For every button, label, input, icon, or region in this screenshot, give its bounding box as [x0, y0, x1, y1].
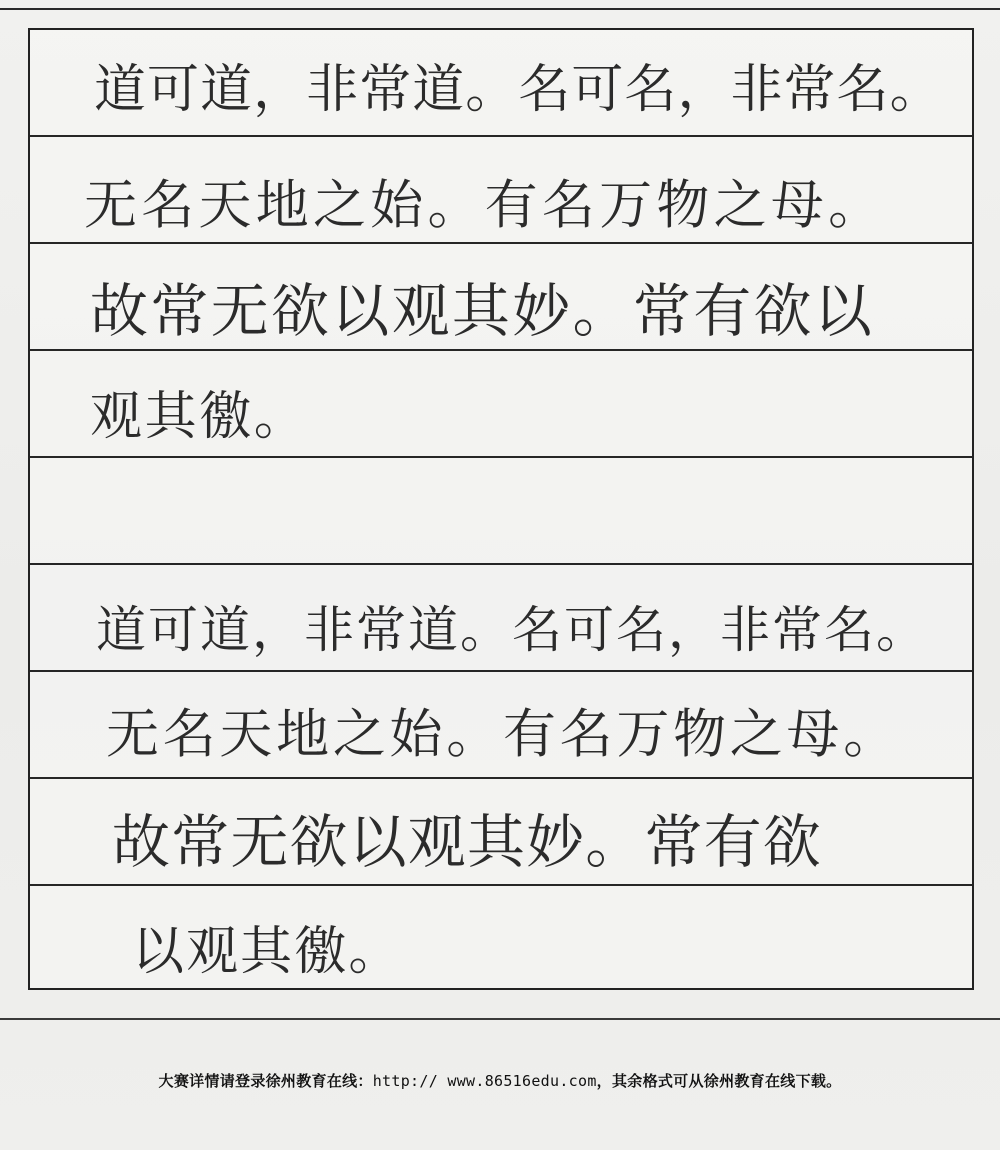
grid-row-2: [30, 137, 972, 244]
footer-url: http:// www.86516edu.com: [372, 1072, 597, 1090]
handwritten-line: 故常无欲以观其妙。常有欲以: [90, 277, 875, 345]
grid-row-7: [30, 672, 972, 779]
grid-row-8: [30, 779, 972, 886]
handwritten-line: 观其徼。: [90, 387, 309, 447]
grid-row-5: [30, 458, 972, 565]
footer-note: [0, 1070, 1000, 1091]
grid-row-4: [30, 351, 972, 458]
handwritten-line: 道可道，非常道。名可名，非常名。: [96, 601, 928, 659]
footer-text-before: 大赛详情请登录徐州教育在线：: [158, 1072, 373, 1090]
writing-grid: [28, 28, 974, 990]
handwritten-line: 以观其徼。: [132, 922, 403, 982]
grid-row-1: [30, 30, 972, 137]
footer-text-after: ，其余格式可从徐州教育在线下载。: [596, 1072, 842, 1090]
handwritten-line: 无名天地之始。有名万物之母。: [106, 704, 900, 765]
top-rule: [0, 8, 1000, 10]
page-rule: [0, 1018, 1000, 1020]
grid-row-3: [30, 244, 972, 351]
handwritten-line: 道可道，非常道。名可名，非常名。: [94, 60, 943, 120]
handwritten-line: 故常无欲以观其妙。常有欲: [112, 808, 822, 876]
handwritten-line: 无名天地之始。有名万物之母。: [84, 175, 886, 236]
grid-row-6: [30, 565, 972, 672]
grid-row-9: [30, 886, 972, 993]
